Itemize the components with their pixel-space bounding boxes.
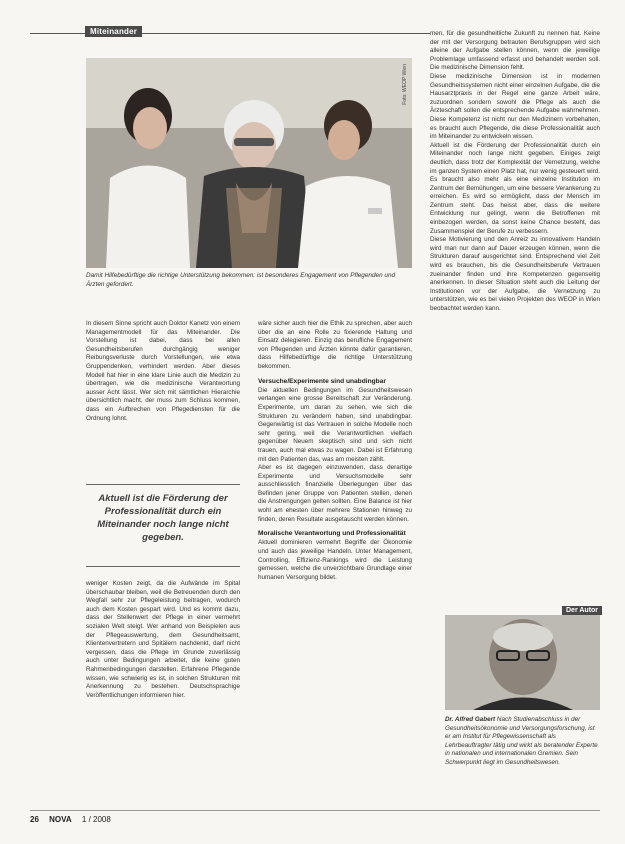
photo-credit: Foto: WEOP Wien [402,64,408,105]
pull-quote-rule-bottom [86,566,240,567]
author-description: Nach Studienabschluss in der Gesundheitsökonomie und Versorgungsforschung, ist er am Institut für Pflegewissenschaft als Lehrbeauftragter tätig und wirkt als beratender Experte in nationalen und internationalen Gremien. Sein Schwerpunkt liegt im Gesundheitswesen. [445,716,598,766]
author-name: Dr. Alfred Gabert [445,716,496,723]
paragraph: In diesem Sinne spricht auch Doktor Kanetz von einem Managementmodell für das Miteinander. Die Vorstellung ist dabei, dass bei allen Gesundheitsberufen durchgängig weniger Reibungsverluste durch Vorstellungen, wie etwa Gruppendenken, verhindert werden. Aber dieses Modell hat hier in eine klare Linie auch die Medizin zu übertragen, wie die medizinische Verantwortung ausser Acht lässt. Wer sich mit sämtlichen Hierarchie übersichtlich macht, der muss zum Schluss kommen, dass ein Aufbrechen von Pflegediensten für die Ordnung lohnt. [86,320,240,422]
subheading: Versuche/Experimente sind unabdingbar [258,377,386,385]
author-photo [445,615,600,710]
column-left-bottom [86,580,240,700]
paragraph: Aktuell ist die Förderung der Professionalität durch ein Miteinander noch lange nicht gegeben. Einiges zeigt deutlich, dass trotz der Komplexität der Vernetzung, welche im ganzen System einen Platz hat, nur wenig gesteuert wird. Es braucht also mehr als eine einzelne Institution im Zentrum der Bemühungen, um eine bessere Verankerung zu erreichen. Es wird so ermöglicht, dass der Mensch im Zentrum steht. Das heisst aber, dass die weitere Entwicklung nur gelingt, wenn die Betroffenen mit einbezogen werden, da sonst keine Chance besteht, das Zusammenspiel der Berufe zu verbessern. [430,141,600,235]
article-photo [86,58,412,268]
section-tag: Miteinander [85,26,142,37]
issue-number: 1 / 2008 [81,815,111,824]
column-left-top [86,320,240,423]
pull-quote-rule-top [86,484,240,485]
photo-caption: Damit Hilfebedürftige die richtige Unterstützung bekommen: ist besonderes Engagement von Pflegenden und Ärzten gefordert. [86,272,396,288]
paragraph: men, für die gesundheitliche Zukunft zu nennen hat. Keine der mit der Versorgung betrauten Berufsgruppen wird sich alleine der Aufgabe stellen können, wenn die jeweilige Problemlage umfassend erfasst und behandelt werden soll. Die medizinische Dimension fehlt. [430,30,600,72]
author-portrait [445,615,600,710]
paragraph: Diese medizinische Dimension ist in modernen Gesundheitssystemen nicht einer einzelnen Aufgabe, die die Hausarztpraxis in der Regel eine ganze Arbeit wäre, zuzuordnen sondern sowohl die Pflege als auch die Ärzteschaft sollen die entsprechende Aufgabe wahrnehmen. Diese Kompetenz ist nicht nur den Medizinern vorbehalten, es braucht auch Pflegende, die diese Professionalität auch im Miteinander zu entwickeln wissen. [430,72,600,141]
column-right [430,30,600,314]
paragraph: Aktuell dominieren vermehrt Begriffe der Ökonomie und auch das jeweilige Handeln. Unter Management, Controlling, Effizienz-Rankings wird die Leistung gemessen, welche die unverzichtbare Grundlage einer humanen Versorgung bildet. [258,539,412,581]
footer-rule [30,810,600,811]
column-middle [258,320,412,582]
footer [30,815,119,824]
photo-illustration [86,58,412,268]
paragraph: Aber es ist dagegen einzuwenden, dass derartige Experimente und Versuchsmodelle sehr ausschliesslich finanzielle Überlegungen über das Befinden jener Gruppe von Patienten stellen, denen die Anstrengungen gelten sollten. Eine Balance ist hier wohl am ehesten über mehrere Stationen hinweg zu finden, deren Resultate ausgetauscht werden können. [258,464,412,523]
pull-quote: Aktuell ist die Förderung der Professionalität durch ein Miteinander noch lange nicht gegeben. [97,493,229,543]
paragraph: wäre sicher auch hier die Ethik zu sprechen, aber auch über die an eine Rolle zu fixierende Haltung und Einsatz delegieren. Einzig das berufliche Engagement von Pflegenden und Ärzten könnte dafür garantieren, dass Hilfebedürftige die richtige Unterstützung bekommen. [258,320,412,370]
author-bio [445,716,600,768]
paragraph: Die aktuellen Bedingungen im Gesundheitswesen verlangen eine grosse Bereitschaft zur Veränderung. Experimente, um daran zu sehen, wie sich die Strukturen zu verändern haben, sind unabdingbar. Gegenwärtig ist das Vertrauen in solche Modelle noch sehr gering, weil die Verantwortlichen vielfach gegenüber Neuem skeptisch sind und sich nicht trauen, auch mal etwas zu wagen. Dabei ist Erfahrung mit den Patienten das, was am meisten zählt. [258,386,412,463]
page-number: 26 [30,815,39,824]
magazine-name: NOVA [49,815,72,824]
subheading: Moralische Verantwortung und Professionalität [258,530,406,538]
paragraph: weniger Kosten zeigt, da die Aufwände im Spital überschaubar bleiben, weil die Betreuenden durch den Wegfall sehr zur Pflegeleistung beitragen, wodurch auch dem Kosten gespart wird. Und es kommt dazu, dass der Stellenwert der Pflege in einer vermehrt sozialen Welt steigt. Wer anhand von Beispielen aus der Pflegeauswertung, dem Gesundheitsamt, Klientenvertretern und Spitälern nachdenkt, darf nicht vergessen, dass die Pflege im Grunde zuverlässig auch unter Bedingungen arbeitet, die keine guten Rahmenbedingungen darstellen. Erfahrene Pflegende wissen, wie schwierig es ist, in solchen Strukturen mit Anerkennung zu bestehen. Deutschsprachige Veröffentlichungen informieren hier. [86,580,240,699]
paragraph: Diese Motivierung und den Anreiz zu innovativem Handeln wird man nur dann auf Dauer erzeugen können, wenn die Strukturen darauf ausgerichtet sind. Entsprechend viel Zeit wird es brauchen, bis die Gesundheitsberufe Vertrauen zueinander finden und ihre Kompetenzen gegenseitig anerkennen. In dieser Situation steht auch die Leitung der Institutionen vor der Aufgabe, die Vernetzung zu unterstützen, wie es bei vielen Projekten des WEOP in Wien beobachtet werden kann. [430,236,600,312]
author-tag: Der Autor [562,606,602,615]
